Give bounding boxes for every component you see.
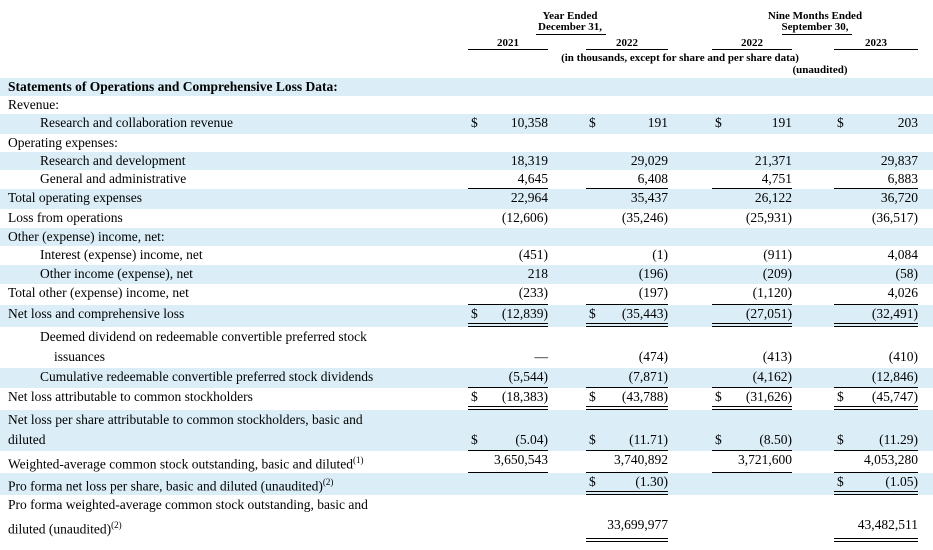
cell-value: 3,740,892 xyxy=(614,452,668,467)
dollar-sign: $ xyxy=(589,389,596,404)
column-header-2021: 2021 xyxy=(497,37,519,49)
row-label-continued xyxy=(54,348,105,366)
row-label-text: Net loss and comprehensive loss xyxy=(8,306,185,321)
row-label xyxy=(40,368,373,386)
row-label-text: Revenue: xyxy=(8,97,59,112)
row-label xyxy=(40,265,193,283)
dollar-sign: $ xyxy=(589,306,596,321)
cell-value: (451) xyxy=(518,247,548,262)
cell-value: 4,053,280 xyxy=(864,452,918,467)
table-row xyxy=(0,189,933,209)
table-row xyxy=(0,305,933,327)
table-row xyxy=(0,78,933,96)
cell-value: (8.50) xyxy=(759,432,792,447)
cell-value: 33,699,977 xyxy=(607,517,668,532)
table-row xyxy=(0,265,933,284)
column-underline xyxy=(468,49,548,50)
row-label xyxy=(8,496,368,514)
column-header-2022-year: 2022 xyxy=(616,37,638,49)
cell-value: 4,645 xyxy=(517,171,548,186)
cell-value: (58) xyxy=(895,266,918,281)
row-label xyxy=(40,170,186,188)
column-underline xyxy=(712,49,792,50)
dollar-sign: $ xyxy=(837,389,844,404)
row-label-continued xyxy=(8,516,122,539)
row-label-text: General and administrative xyxy=(40,171,187,186)
cell-value: (11.29) xyxy=(879,432,918,447)
column-underline xyxy=(586,49,668,50)
table-row xyxy=(0,114,933,134)
cell-value: (4,162) xyxy=(752,369,792,384)
cell-value: (36,517) xyxy=(871,210,918,225)
cell-value: 191 xyxy=(647,115,668,130)
header-nine-months: Nine Months Ended xyxy=(767,10,863,22)
dollar-sign: $ xyxy=(471,306,478,321)
cell-value: 218 xyxy=(527,266,548,281)
row-label xyxy=(40,246,203,264)
cell-value: (11.71) xyxy=(629,432,668,447)
cell-value: (5,544) xyxy=(508,369,548,384)
cell-value: (27,051) xyxy=(745,306,792,321)
row-label-text: Total other (expense) income, net xyxy=(8,285,189,300)
row-label-text: Other (expense) income, net: xyxy=(8,229,165,244)
dollar-sign: $ xyxy=(715,432,722,447)
cell-value: 35,437 xyxy=(630,190,668,205)
cell-value: — xyxy=(534,349,548,364)
row-label xyxy=(40,152,185,170)
dollar-sign: $ xyxy=(589,115,596,130)
total-underline xyxy=(586,538,668,542)
row-label-text: Other income (expense), net xyxy=(40,266,193,281)
cell-value: 191 xyxy=(771,115,792,130)
cell-value: (12,846) xyxy=(871,369,918,384)
cell-value: 10,358 xyxy=(510,115,548,130)
row-label xyxy=(8,134,118,152)
row-label-text: Deemed dividend on redeemable convertible preferred stock xyxy=(40,329,367,344)
table-row xyxy=(0,451,933,473)
table-row xyxy=(0,170,933,189)
cell-value: 6,408 xyxy=(637,171,668,186)
row-label xyxy=(8,228,165,246)
row-label xyxy=(8,284,189,302)
footnote-marker: (2) xyxy=(322,477,334,487)
cell-value: 22,964 xyxy=(510,190,548,205)
cell-value: 4,084 xyxy=(887,247,918,262)
row-label-text: Operating expenses: xyxy=(8,135,118,150)
header-underline xyxy=(782,34,852,35)
cell-value: (45,747) xyxy=(871,389,918,404)
cell-value: 26,122 xyxy=(754,190,792,205)
table-row xyxy=(0,134,933,152)
dollar-sign: $ xyxy=(837,115,844,130)
cell-value: 4,751 xyxy=(761,171,792,186)
cell-value: (18,383) xyxy=(501,389,548,404)
row-label-text: Total operating expenses xyxy=(8,190,143,205)
dollar-sign: $ xyxy=(589,474,596,489)
cell-value: (35,443) xyxy=(621,306,668,321)
cell-value: (1,120) xyxy=(752,285,792,300)
column-underline xyxy=(834,49,918,50)
cell-value: 18,319 xyxy=(510,153,548,168)
row-label-text: issuances xyxy=(54,349,105,364)
cell-value: 3,721,600 xyxy=(738,452,792,467)
cell-value: (25,931) xyxy=(745,210,792,225)
row-label-text: Net loss per share attributable to common stockholders, basic and xyxy=(8,412,363,427)
dollar-sign: $ xyxy=(589,432,596,447)
cell-value: (413) xyxy=(762,349,792,364)
row-label-text: diluted (unaudited) xyxy=(8,521,112,537)
header-underline xyxy=(536,34,606,35)
table-row xyxy=(0,209,933,228)
table-row xyxy=(0,284,933,305)
units-note: (in thousands, except for share and per share data) xyxy=(561,52,799,64)
table-row xyxy=(0,473,933,495)
cell-value: (31,626) xyxy=(745,389,792,404)
cell-value: (1.05) xyxy=(885,474,918,489)
cell-value: (43,788) xyxy=(621,389,668,404)
cell-value: (196) xyxy=(638,266,668,281)
column-header-2023: 2023 xyxy=(865,37,887,49)
cell-value: (233) xyxy=(518,285,548,300)
row-label xyxy=(8,473,333,496)
table-row xyxy=(0,410,933,451)
cell-value: 29,029 xyxy=(630,153,668,168)
table-row xyxy=(0,152,933,170)
dollar-sign: $ xyxy=(471,432,478,447)
row-label-text: diluted xyxy=(8,432,46,447)
cell-value: (911) xyxy=(763,247,792,262)
column-header-2022-nine-months: 2022 xyxy=(741,37,763,49)
row-label-text: Cumulative redeemable convertible preferred stock dividends xyxy=(40,369,374,384)
row-label-text: Research and collaboration revenue xyxy=(40,115,234,130)
row-label xyxy=(8,388,253,406)
row-label xyxy=(8,209,123,227)
row-label-text: Statements of Operations and Comprehensive Loss Data: xyxy=(8,79,338,94)
cell-value: (1.30) xyxy=(635,474,668,489)
cell-value: 21,371 xyxy=(754,153,792,168)
table-row xyxy=(0,495,933,542)
row-label-text: Loss from operations xyxy=(8,210,123,225)
row-label xyxy=(8,451,363,474)
cell-value: 43,482,511 xyxy=(857,517,918,532)
table-row xyxy=(0,388,933,410)
dollar-sign: $ xyxy=(715,389,722,404)
cell-value: (7,871) xyxy=(628,369,668,384)
total-underline xyxy=(834,538,918,542)
cell-value: (1) xyxy=(652,247,668,262)
row-label xyxy=(8,96,59,114)
header-year-ended-date: December 31, xyxy=(538,21,602,33)
row-label-text: Interest (expense) income, net xyxy=(40,247,203,262)
table-row xyxy=(0,246,933,265)
cell-value: (474) xyxy=(638,349,668,364)
row-label xyxy=(8,189,142,207)
header-year-ended: Year Ended xyxy=(542,10,598,22)
cell-value: 36,720 xyxy=(880,190,918,205)
cell-value: 29,837 xyxy=(880,153,918,168)
footnote-marker: (2) xyxy=(111,520,122,530)
row-label xyxy=(8,305,184,323)
row-label-continued xyxy=(8,431,46,449)
cell-value: (5.04) xyxy=(515,432,548,447)
cell-value: 3,650,543 xyxy=(494,452,548,467)
cell-value: 203 xyxy=(897,115,918,130)
row-label-text: Pro forma net loss per share, basic and diluted (unaudited) xyxy=(8,478,323,494)
footnote-marker: (1) xyxy=(352,455,364,465)
cell-value: (12,839) xyxy=(501,306,548,321)
row-label xyxy=(8,411,363,429)
cell-value: (410) xyxy=(888,349,918,364)
row-label xyxy=(40,328,367,346)
cell-value: (12,606) xyxy=(501,210,548,225)
cell-value: 4,026 xyxy=(887,285,918,300)
dollar-sign: $ xyxy=(837,474,844,489)
cell-value: (35,246) xyxy=(621,210,668,225)
unaudited-note: (unaudited) xyxy=(792,64,848,76)
dollar-sign: $ xyxy=(471,389,478,404)
header-nine-months-date: September 30, xyxy=(781,21,849,33)
row-label-text: Research and development xyxy=(40,153,186,168)
cell-value: (197) xyxy=(638,285,668,300)
table-row xyxy=(0,228,933,246)
row-label xyxy=(40,114,233,132)
row-label-text: Weighted-average common stock outstanding, basic and diluted xyxy=(8,456,353,472)
cell-value: 6,883 xyxy=(887,171,918,186)
row-label-text: Pro forma weighted-average common stock outstanding, basic and xyxy=(8,497,368,512)
dollar-sign: $ xyxy=(471,115,478,130)
cell-value: (32,491) xyxy=(871,306,918,321)
dollar-sign: $ xyxy=(715,115,722,130)
cell-value: (209) xyxy=(762,266,792,281)
row-label-text: Net loss attributable to common stockholders xyxy=(8,389,253,404)
table-row xyxy=(0,368,933,388)
dollar-sign: $ xyxy=(837,432,844,447)
row-label xyxy=(8,78,338,96)
table-row xyxy=(0,327,933,368)
table-row xyxy=(0,96,933,114)
